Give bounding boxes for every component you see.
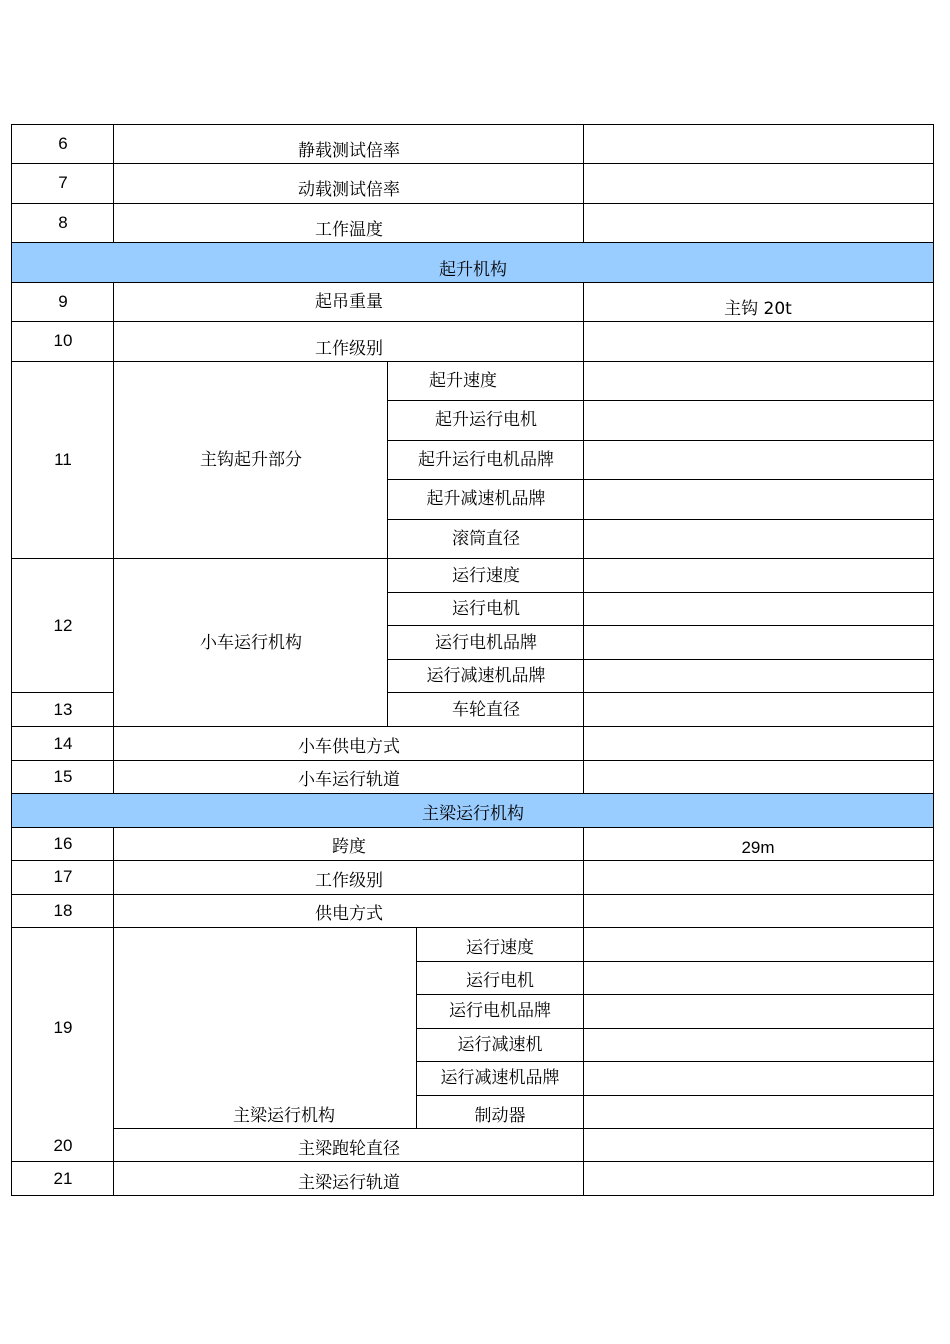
grid-line (12, 321, 934, 322)
row-item-label: 工作温度 (315, 220, 383, 240)
grid-line (12, 124, 934, 125)
sub-item-label: 制动器 (474, 1106, 526, 1126)
grid-line (113, 124, 114, 243)
row-item-label: 小车供电方式 (298, 737, 400, 757)
group-label: 主钩起升部分 (200, 450, 302, 470)
sub-item-label: 运行电机 (452, 599, 520, 619)
sub-item-label: 运行电机 (466, 971, 534, 991)
grid-line (417, 1028, 934, 1029)
grid-line (388, 659, 934, 660)
section-title-girder: 主梁运行机构 (422, 804, 524, 824)
grid-line (12, 203, 934, 204)
row-number: 20 (53, 1136, 73, 1155)
grid-line (583, 282, 584, 794)
sub-item-label: 起升运行电机 (435, 410, 537, 430)
grid-line (933, 124, 934, 1196)
row-number: 12 (53, 616, 73, 635)
row-item-label: 静载测试倍率 (298, 141, 400, 161)
grid-line (12, 827, 934, 828)
grid-line (12, 242, 934, 243)
sub-item-label: 起升运行电机品牌 (418, 450, 554, 470)
grid-line (12, 692, 114, 693)
sub-item-label: 运行电机品牌 (435, 633, 537, 653)
row-item-label: 起吊重量 (315, 292, 383, 312)
grid-line (583, 827, 584, 1196)
grid-line (388, 519, 934, 520)
row-number: 21 (53, 1169, 73, 1188)
grid-line (12, 282, 934, 283)
sub-item-label: 运行减速机 (457, 1035, 543, 1055)
grid-line (114, 1128, 934, 1129)
grid-line (113, 282, 114, 794)
grid-line (12, 793, 934, 794)
row-value: 主钩 20t (724, 299, 792, 319)
sub-item-label: 滚筒直径 (452, 529, 520, 549)
row-number: 9 (58, 292, 68, 311)
grid-line (12, 894, 934, 895)
row-item-label: 主梁运行轨道 (298, 1173, 400, 1193)
sub-item-label: 起升减速机品牌 (426, 489, 546, 509)
row-item-label: 动载测试倍率 (298, 180, 400, 200)
grid-line (387, 361, 388, 727)
row-item-label: 工作级别 (315, 871, 383, 891)
grid-line (416, 927, 417, 1129)
row-number: 7 (58, 173, 68, 192)
grid-line (388, 592, 934, 593)
group-label: 小车运行机构 (200, 633, 302, 653)
sub-item-label: 运行速度 (452, 566, 520, 586)
row-number: 16 (53, 834, 73, 853)
grid-line (11, 124, 12, 1196)
row-number: 18 (53, 901, 73, 920)
section-title-hoist: 起升机构 (439, 260, 507, 280)
row-item-label: 跨度 (332, 837, 366, 857)
sub-item-label: 运行电机品牌 (449, 1001, 551, 1021)
row-number: 17 (53, 867, 73, 886)
row-item-label: 主梁跑轮直径 (298, 1139, 400, 1159)
row-item-label: 工作级别 (315, 339, 383, 359)
row-number: 13 (53, 700, 73, 719)
grid-line (12, 760, 934, 761)
grid-line (417, 994, 934, 995)
grid-line (388, 440, 934, 441)
row-item-label: 小车运行轨道 (298, 770, 400, 790)
row-number: 11 (54, 450, 72, 469)
row-number: 15 (53, 767, 73, 786)
grid-line (12, 558, 934, 559)
row-item-label: 供电方式 (315, 904, 383, 924)
grid-line (12, 1161, 934, 1162)
sub-item-label: 运行减速机品牌 (440, 1068, 560, 1088)
row-number: 10 (53, 331, 73, 350)
grid-line (583, 124, 584, 243)
row-number: 19 (53, 1018, 73, 1037)
grid-line (417, 961, 934, 962)
sub-item-label: 车轮直径 (452, 700, 520, 720)
row-number: 6 (58, 134, 68, 153)
row-number: 8 (58, 213, 68, 232)
grid-line (113, 827, 114, 1196)
sub-item-label: 起升速度 (429, 371, 497, 391)
grid-line (388, 479, 934, 480)
grid-line (12, 726, 934, 727)
grid-line (12, 163, 934, 164)
row-value: 29m (741, 838, 775, 857)
grid-line (388, 692, 934, 693)
grid-line (12, 361, 934, 362)
grid-line (12, 927, 934, 928)
sub-item-label: 运行速度 (466, 938, 534, 958)
grid-line (417, 1095, 934, 1096)
grid-line (388, 400, 934, 401)
sub-item-label: 运行减速机品牌 (426, 666, 546, 686)
grid-line (388, 625, 934, 626)
group-label: 主梁运行机构 (233, 1106, 335, 1126)
grid-line (12, 860, 934, 861)
grid-line (12, 1195, 934, 1196)
row-number: 14 (53, 734, 73, 753)
grid-line (417, 1061, 934, 1062)
